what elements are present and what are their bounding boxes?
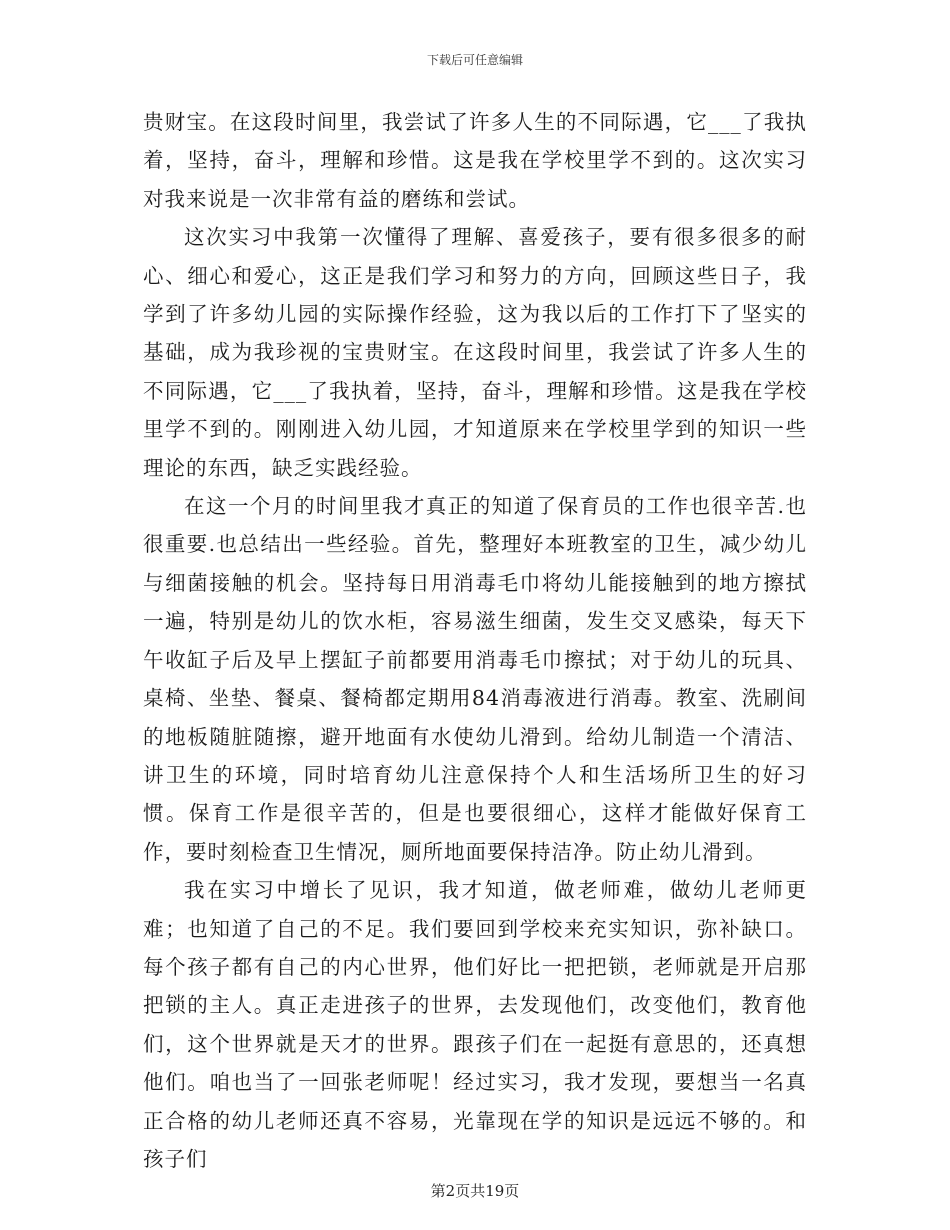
page-number: 第2页共19页 (430, 1182, 520, 1200)
paragraph-2: 这次实习中我第一次懂得了理解、喜爱孩子，要有很多很多的耐心、细心和爱心，这正是我们学习和努力的方向，回顾这些日子，我学到了许多幼儿园的实际操作经验，这为我以后的工作打下了坚实的基础，成为我珍视的宝贵财宝。在这段时间里，我尝试了许多人生的不同际遇，它___了我执着，坚持，奋斗，理解和珍惜。这是我在学校里学不到的。刚刚进入幼儿园，才知道原来在学校里学到的知识一些理论的东西，缺乏实践经验。 (143, 225, 807, 480)
paragraph-4: 我在实习中增长了见识，我才知道，做老师难，做幼儿老师更难；也知道了自己的不足。我们要回到学校来充实知识，弥补缺口。每个孩子都有自己的内心世界，他们好比一把把锁，老师就是开启那把锁的主人。真正走进孩子的世界，去发现他们，改变他们，教育他们，这个世界就是天才的世界。跟孩子们在一起挺有意思的，还真想他们。咱也当了一回张老师呢！经过实习，我才发现，要想当一名真正合格的幼儿老师还真不容易，光靠现在学的知识是远远不够的。和孩子们 (143, 878, 807, 1171)
page-header: 下载后可任意编辑 (426, 53, 523, 67)
paragraph-1: 贵财宝。在这段时间里，我尝试了许多人生的不同际遇，它___了我执着，坚持，奋斗，理解和珍惜。这是我在学校里学不到的。这次实习对我来说是一次非常有益的磨练和尝试。 (143, 110, 807, 211)
paragraph-3: 在这一个月的时间里我才真正的知道了保育员的工作也很辛苦.也很重要.也总结出一些经验。首先，整理好本班教室的卫生，减少幼儿与细菌接触的机会。坚持每日用消毒毛巾将幼儿能接触到的地方擦拭一遍，特别是幼儿的饮水柜，容易滋生细菌，发生交叉感染，每天下午收缸子后及早上摆缸子前都要用消毒毛巾擦拭；对于幼儿的玩具、桌椅、坐垫、餐桌、餐椅都定期用84消毒液进行消毒。教室、洗刷间的地板随脏随擦，避开地面有水使幼儿滑到。给幼儿制造一个清洁、讲卫生的环境，同时培育幼儿注意保持个人和生活场所卫生的好习惯。保育工作是很辛苦的，但是也要很细心，这样才能做好保育工作，要时刻检查卫生情况，厕所地面要保持洁净。防止幼儿滑到。 (143, 494, 807, 864)
document-body (143, 103, 807, 1178)
